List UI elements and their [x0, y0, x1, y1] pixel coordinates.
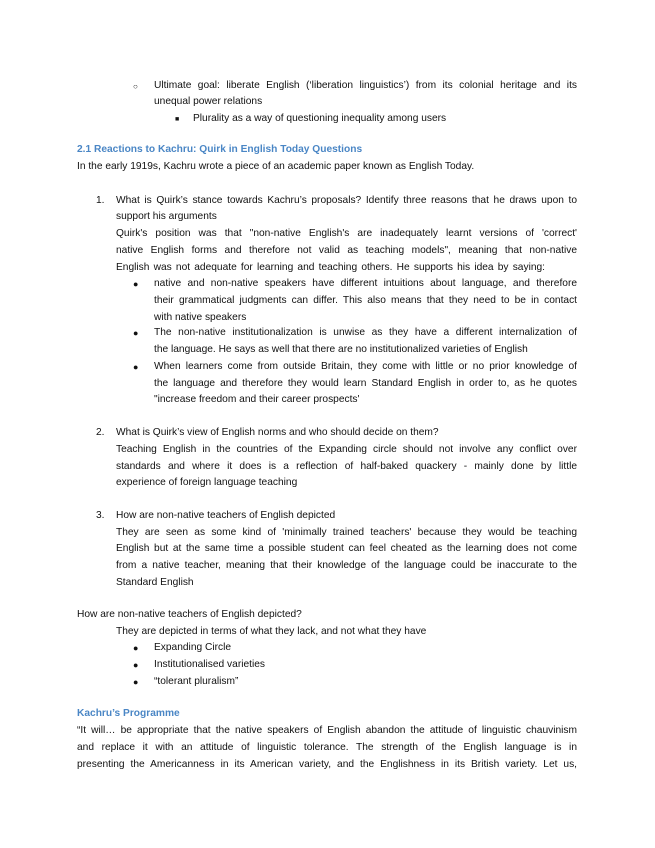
disc-bullet-icon: ● [133, 328, 139, 338]
depiction-question: How are non-native teachers of English depicted? [77, 609, 302, 620]
answer-3-line-3: from a native teacher, meaning that their knowledge of the language could be inaccurate to the [116, 560, 577, 571]
disc-bullet-icon: ● [133, 362, 139, 372]
answer-1-line-1: Quirk's position was that "non-native English's are inadequately learnt versions of 'correct' [116, 228, 577, 239]
section-heading: 2.1 Reactions to Kachru: Quirk in English Today Questions [77, 144, 363, 155]
question-3-line-1: How are non-native teachers of English depicted [116, 510, 336, 521]
question-1-line-1: What is Quirk’s stance towards Kachru’s proposals? Identify three reasons that he draws upon to [116, 195, 577, 206]
disc-bullet-icon: ● [133, 643, 139, 653]
disc-bullet-icon: ● [133, 677, 139, 687]
bullet-1-line-3: with native speakers [154, 312, 247, 323]
programme-line-2: and replace it with an attitude of linguistic tolerance. The strength of the English language is in [77, 742, 577, 753]
circle-bullet-icon: ○ [133, 82, 138, 91]
answer-3-line-1: They are seen as some kind of 'minimally trained teachers' because they would be teaching [116, 527, 577, 538]
question-number: 2. [96, 427, 105, 438]
question-number: 3. [96, 510, 105, 521]
sub-item-line-1: Ultimate goal: liberate English (‘liberation linguistics’) from its colonial heritage and its [154, 80, 577, 91]
bullet-3-line-3: "increase freedom and their career prospects' [154, 394, 360, 405]
bullet-1-line-1: native and non-native speakers have different intuitions about language, and therefore [154, 278, 577, 289]
bullet-3-line-1: When learners come from outside Britain, they come with little or no prior knowledge of [154, 361, 577, 372]
programme-line-1: “It will… be appropriate that the native speakers of English abandon the attitude of linguistic chauvinism [77, 725, 577, 736]
answer-1-line-3: English was not adequate for learning and teaching others. He supports his idea by saying: [116, 262, 545, 273]
answer-1-line-2: native English forms and therefore not valid as teaching models", meaning that non-native [116, 245, 577, 256]
section-intro: In the early 1919s, Kachru wrote a piece of an academic paper known as English Today. [77, 161, 475, 172]
bullet-2-line-2: the language. He says as well that there are no institutionalized varieties of English [154, 344, 528, 355]
answer-2-line-3: experience of foreign language teaching [116, 477, 298, 488]
answer-3-line-4: Standard English [116, 577, 194, 588]
list-item: Expanding Circle [154, 642, 232, 653]
list-item: Institutionalised varieties [154, 659, 265, 670]
bullet-2-line-1: The non-native institutionalization is unwise as they have a different internalization of [154, 327, 577, 338]
depiction-answer: They are depicted in terms of what they lack, and not what they have [116, 626, 427, 637]
programme-heading: Kachru’s Programme [77, 708, 180, 719]
bullet-1-line-2: their grammatical judgments can differ. This also means that they need to be in contact [154, 295, 577, 306]
programme-line-3: presenting the Americanness in its American variety, and the Englishness in its British variety. Let us, [77, 759, 577, 770]
disc-bullet-icon: ● [133, 279, 139, 289]
answer-2-line-1: Teaching English in the countries of the Expanding circle should not involve any conflict over [116, 444, 577, 455]
question-1-line-2: support his arguments [116, 211, 217, 222]
sub-item-line-2: unequal power relations [154, 96, 263, 107]
bullet-3-line-2: the language and therefore they would learn Standard English in order to, as he quotes [154, 378, 577, 389]
square-bullet-icon: ■ [175, 116, 180, 123]
question-number: 1. [96, 195, 105, 206]
list-item: “tolerant pluralism” [154, 676, 239, 687]
sub-sub-item: Plurality as a way of questioning inequality among users [193, 113, 447, 124]
disc-bullet-icon: ● [133, 660, 139, 670]
answer-3-line-2: English but at the same time a possible student can feel cheated as the learning does not come [116, 543, 577, 554]
question-2-line-1: What is Quirk’s view of English norms and who should decide on them? [116, 427, 439, 438]
answer-2-line-2: standards and where it does is a reflection of half-baked quackery - mainly done by little [116, 461, 577, 472]
